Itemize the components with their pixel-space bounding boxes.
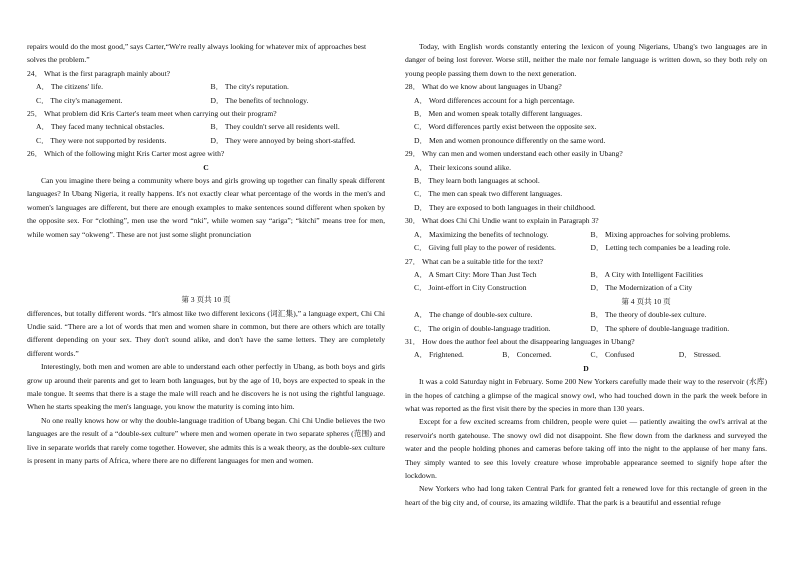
section-c-heading: C — [203, 162, 209, 172]
option-b: B． They couldn't serve all residents well. — [210, 122, 340, 132]
option-b: B． They learn both languages at school. — [414, 176, 540, 186]
option-d: D． Letting tech companies be a leading role. — [590, 243, 731, 253]
section-d-heading: D — [583, 363, 589, 373]
passage-c-paragraph-3: No one really knows how or why the double-language tradition of Ubang began. Chi Chi Undie believes the two languages are the result of a “double-sex culture” where men and women operate in two separate spheres (范围) and live in separate worlds that rarely come together. However, she admits this is a weak theory, as the double-sex culture is present in many parts of Africa, where there are no different languages for men and women. — [27, 415, 385, 465]
option-b: B． A City with Intelligent Facilities — [590, 269, 703, 279]
option-c: C． The men can speak two different languages. — [414, 189, 563, 199]
option-c: C． Giving full play to the power of residents. — [414, 243, 556, 253]
option-a: A． Maximizing the benefits of technology. — [414, 229, 549, 239]
option-a: A． The change of double-sex culture. — [414, 310, 533, 320]
option-d: D． The sphere of double-language tradition. — [590, 323, 730, 333]
passage-c-paragraph-4: Today, with English words constantly entering the lexicon of young Nigerians, Ubang's two languages are in danger of being lost forever. Worse still, neither the male nor female language is written down, so they both rely on young people passing them down to the next generation. — [405, 42, 767, 78]
passage-d-paragraph-3: New Yorkers who had long taken Central Park for granted felt a renewed love for this rectangle of green in the heart of the big city and, of course, its amazing wildlife. That the park is a beautiful and essential refuge — [405, 484, 767, 507]
option-a: A． They faced many technical obstacles. — [36, 122, 165, 132]
passage-c-paragraph-1-continued: differences, but totally different words. “It's almost like two different lexicons (词汇集),” a language expert, Chi Chi Undie said. “There are a lot of words that men and women share in common, but there are others which are totally different depending on your sex. They don't sound alike, and don't have the same letters. They are completely different words.” — [27, 308, 385, 358]
text-line: repairs would do the most good,” says Carter,“We're really always looking for whatever mix of approaches best — [27, 42, 367, 51]
passage-c-paragraph-1: Can you imagine there being a community where boys and girls growing up together can finally speak different languages? In Ubang Nigeria, it really happens. It's not exactly clear what percentage of the words in the men's and women's languages are different, but there are enough examples to make sentences sound different when spoken by the opposite sex. For “clothing”, men use the word “nki”, while women say “ariga”; “kitchi” means tree for men, while women say “okweng”. These are not just some slight pronunciation — [27, 176, 385, 239]
question-24-stem: 24． What is the first paragraph mainly about? — [27, 68, 171, 78]
question-29-options — [405, 161, 767, 215]
question-26-stem: 26． Which of the following might Kris Carter most agree with? — [27, 149, 225, 159]
question-31-options — [405, 348, 767, 361]
option-b: B． Concerned. — [502, 350, 552, 360]
option-a: A． Their lexicons sound alike. — [414, 162, 512, 172]
option-d: D． Men and women pronounce differently on the same word. — [414, 135, 606, 145]
question-27-stem: 27． What can be a suitable title for the text? — [405, 256, 543, 266]
option-b: B． The theory of double-sex culture. — [590, 310, 707, 320]
question-24-options — [27, 80, 385, 107]
option-c: C． Word differences partly exist between the opposite sex. — [414, 122, 597, 132]
passage-c-paragraph-2: Interestingly, both men and women are able to understand each other perfectly in Ubang, as both boys and girls grow up around their parents and get to learn both languages, but by the age of 10, boys are expected to speak in the male tongue. It seems that there is a stage the male will reach and he discovers he is not using the rightful language. When he starts speaking the men's language, you know the maturity is coming into him. — [27, 362, 385, 412]
page-number: 第 4 页共 10 页 — [621, 296, 671, 306]
passage-d-paragraph-1: It was a cold Saturday night in February. Some 200 New Yorkers carefully made their way to the reservoir (水库) in the hopes of catching a glimpse of the magical snowy owl, who had touched down in the park the week before in what was reported as the first visit there by the species in more than 130 years. — [405, 377, 767, 413]
option-c: C． Joint-effort in City Construction — [414, 283, 527, 293]
option-b: B． Mixing approaches for solving problems. — [590, 229, 731, 239]
option-c: C． The city's management. — [36, 95, 123, 105]
question-25-options — [27, 120, 385, 147]
question-31-stem: 31． How does the author feel about the disappearing languages in Ubang? — [405, 336, 635, 346]
option-a: A． Frightened. — [414, 350, 464, 360]
option-c: C． They were not supported by residents. — [36, 135, 167, 145]
question-28-stem: 28． What do we know about languages in Ubang? — [405, 82, 562, 92]
option-d: D． They are exposed to both languages in their childhood. — [414, 202, 596, 212]
option-d: D． They were annoyed by being short-staffed. — [210, 135, 356, 145]
page-break-gap — [27, 241, 385, 293]
option-c: C． The origin of double-language tradition. — [414, 323, 551, 333]
option-d: D． The Modernization of a City — [590, 283, 693, 293]
option-a: A． The citizens' life. — [36, 82, 104, 92]
passage-d-paragraph-2: Except for a few excited screams from children, people were quiet — patiently awaiting the owl's arrival at the reservoir's north gatehouse. The snowy owl did not disappoint. She flew down from the darkness and surveyed the water and the people holding phones and cameras before taking off into the night to the applause of her many fans. They simply wanted to see this lovely creature whose improbable appearance seemed to signify hope after the lockdown. — [405, 417, 767, 480]
left-column — [27, 40, 385, 467]
option-b: B． The city's reputation. — [210, 82, 289, 92]
question-30-options — [405, 228, 767, 255]
option-a: A． Word differences account for a high percentage. — [414, 95, 575, 105]
option-c: C． Confused — [590, 350, 635, 360]
option-d: D． Stressed. — [678, 350, 721, 360]
text-line: solves the problem.” — [27, 55, 90, 65]
right-column — [405, 40, 767, 509]
question-28-options — [405, 94, 767, 148]
question-30-alt-options — [405, 308, 767, 335]
question-30-stem: 30． What does Chi Chi Undie want to explain in Paragraph 3? — [405, 216, 599, 226]
option-b: B． Men and women speak totally different languages. — [414, 109, 583, 119]
question-27-options — [405, 268, 767, 295]
page-number: 第 3 页共 10 页 — [181, 295, 231, 305]
question-29-stem: 29． Why can men and women understand each other easily in Ubang? — [405, 149, 623, 159]
option-d: D． The benefits of technology. — [210, 95, 309, 105]
question-25-stem: 25． What problem did Kris Carter's team meet when carrying out their program? — [27, 109, 277, 119]
option-a: A． A Smart City: More Than Just Tech — [414, 269, 537, 279]
